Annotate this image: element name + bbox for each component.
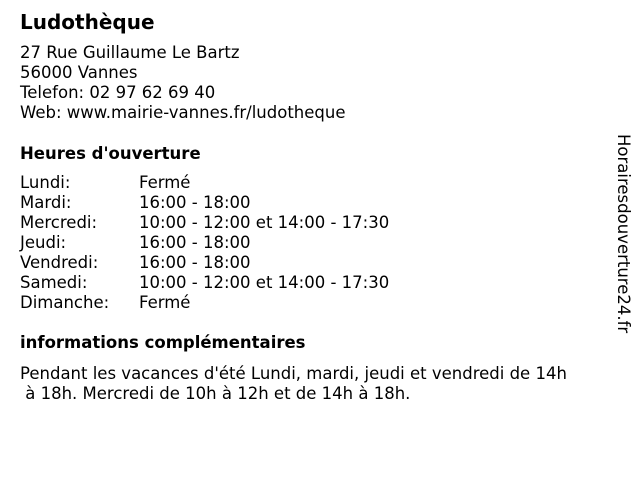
hours-time: Fermé	[139, 293, 191, 312]
hours-time: 10:00 - 12:00 et 14:00 - 17:30	[139, 273, 390, 292]
hours-day: Samedi:	[20, 273, 88, 292]
hours-row-wednesday	[20, 213, 389, 233]
hours-day: Vendredi:	[20, 253, 99, 272]
hours-time: 16:00 - 18:00	[139, 233, 251, 252]
hours-row-saturday	[20, 273, 389, 293]
additional-info-heading: informations complémentaires	[20, 333, 306, 352]
hours-time: 16:00 - 18:00	[139, 253, 251, 272]
website-link[interactable]: Web: www.mairie-vannes.fr/ludotheque	[20, 103, 346, 122]
hours-day: Jeudi:	[20, 233, 67, 252]
hours-day: Dimanche:	[20, 293, 110, 312]
phone-number[interactable]: Telefon: 02 97 62 69 40	[20, 83, 216, 102]
hours-row-tuesday	[20, 193, 389, 213]
address-block	[20, 43, 346, 123]
opening-hours-table	[20, 173, 389, 313]
hours-row-monday	[20, 173, 389, 193]
hours-row-thursday	[20, 233, 389, 253]
hours-time: Fermé	[139, 173, 191, 192]
hours-time: 10:00 - 12:00 et 14:00 - 17:30	[139, 213, 390, 232]
hours-day: Mercredi:	[20, 213, 98, 232]
hours-day: Lundi:	[20, 173, 71, 192]
hours-day: Mardi:	[20, 193, 72, 212]
hours-time: 16:00 - 18:00	[139, 193, 251, 212]
address-street: 27 Rue Guillaume Le Bartz	[20, 43, 240, 62]
opening-hours-heading: Heures d'ouverture	[20, 144, 201, 163]
place-title: Ludothèque	[20, 10, 155, 34]
site-watermark: Horairesdouverture24.fr	[614, 134, 633, 334]
address-city: 56000 Vannes	[20, 63, 138, 82]
hours-row-friday	[20, 253, 389, 273]
hours-row-sunday	[20, 293, 389, 313]
additional-info-text: Pendant les vacances d'été Lundi, mardi, jeudi et vendredi de 14h à 18h. Mercredi de 10h à 12h et de 14h à 18h.	[20, 364, 567, 403]
